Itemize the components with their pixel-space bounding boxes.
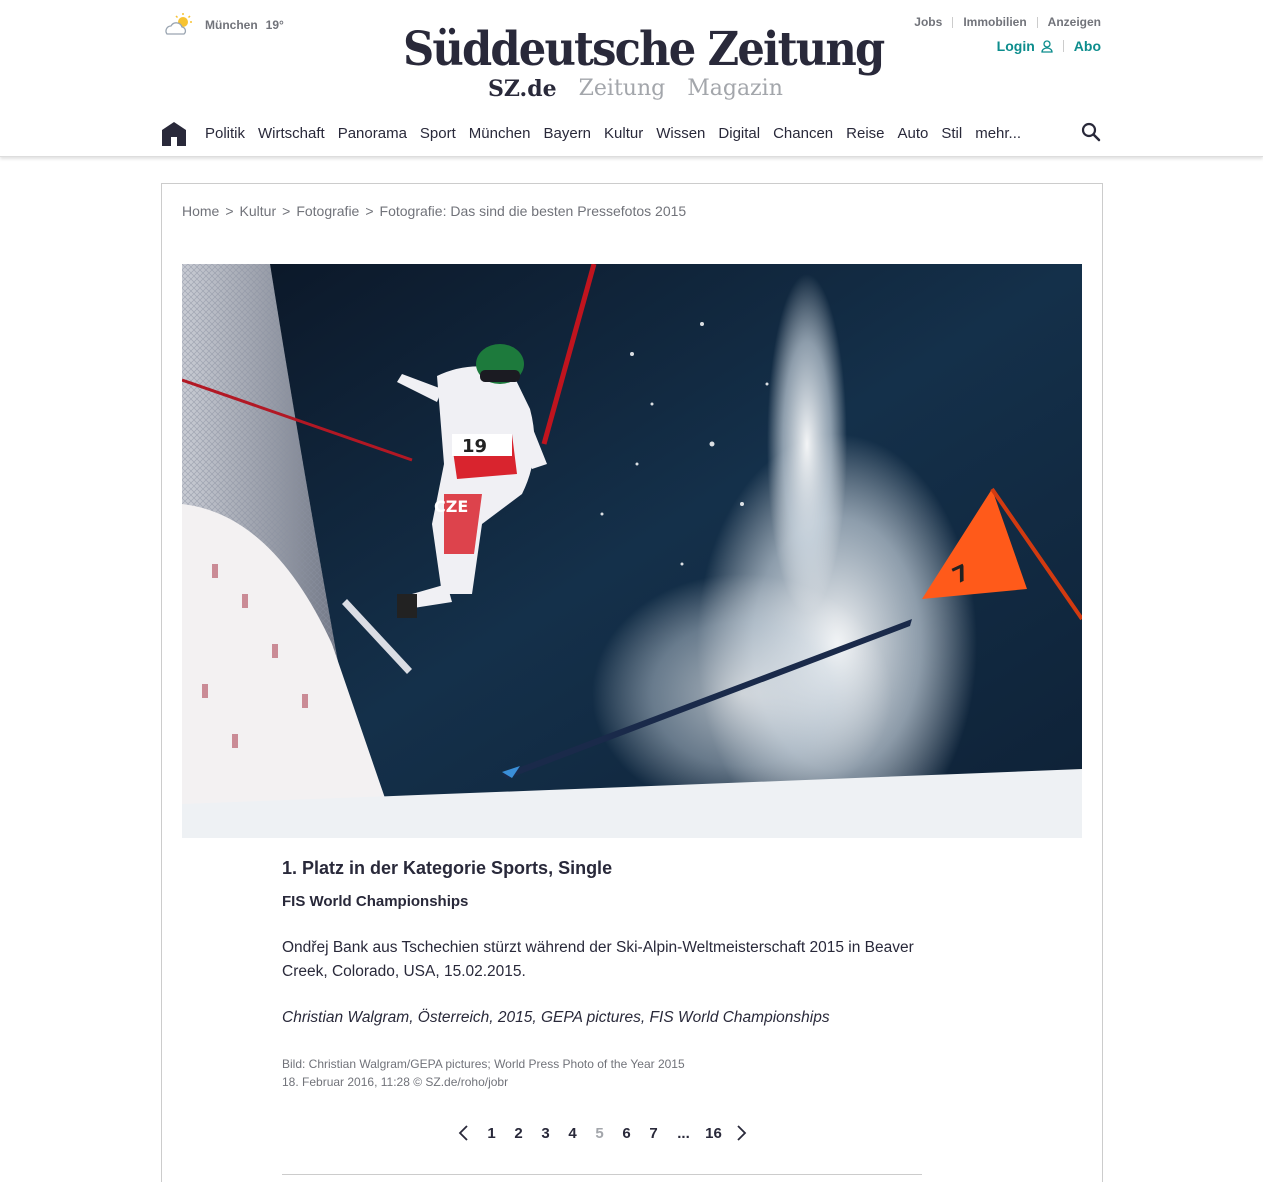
link-immobilien[interactable]: Immobilien <box>963 15 1027 29</box>
nav-auto[interactable]: Auto <box>897 124 929 142</box>
page-1[interactable]: 1 <box>487 1124 496 1142</box>
gallery-pagination <box>448 1124 757 1142</box>
country-code: CZE <box>434 497 469 516</box>
subnav-sz-de[interactable]: SZ.de <box>488 76 557 102</box>
link-jobs[interactable]: Jobs <box>914 15 943 29</box>
nav-sport[interactable]: Sport <box>419 124 456 142</box>
breadcrumb-separator: > <box>225 203 234 219</box>
weather-widget[interactable] <box>163 12 284 38</box>
divider <box>1037 17 1038 28</box>
breadcrumb-fotografie[interactable]: Fotografie <box>296 203 360 219</box>
login-link[interactable]: Login <box>996 38 1035 54</box>
gate-number: 7 <box>948 560 974 590</box>
breadcrumb-kultur[interactable]: Kultur <box>239 203 277 219</box>
divider <box>952 17 953 28</box>
image-meta <box>282 1055 922 1091</box>
search-icon[interactable] <box>1081 122 1101 142</box>
breadcrumb-home[interactable]: Home <box>182 203 220 219</box>
nav-stil[interactable]: Stil <box>941 124 963 142</box>
subnav-zeitung[interactable]: Zeitung <box>578 76 666 101</box>
caption-subtitle: FIS World Championships <box>282 893 469 910</box>
content-divider <box>282 1174 922 1175</box>
image-credit: Bild: Christian Walgram/GEPA pictures; World Press Photo of the Year 2015 <box>282 1057 685 1071</box>
main-navigation <box>161 118 1103 148</box>
caption-text: Ondřej Bank aus Tschechien stürzt während der Ski-Alpin-Weltmeisterschaft 2015 in Beaver Creek, Colorado, USA, 15.02.2015. <box>282 939 914 980</box>
chevron-left-icon[interactable] <box>448 1124 478 1142</box>
weather-temperature: 19° <box>265 18 284 32</box>
nav-mehr[interactable]: mehr... <box>975 124 1022 142</box>
nav-wissen[interactable]: Wissen <box>656 124 706 142</box>
account-links <box>997 38 1101 54</box>
nav-digital[interactable]: Digital <box>718 124 761 142</box>
home-icon[interactable] <box>161 120 187 146</box>
subnav-magazin[interactable]: Magazin <box>687 76 783 101</box>
partly-cloudy-icon <box>163 12 197 38</box>
nav-chancen[interactable]: Chancen <box>773 124 834 142</box>
user-icon[interactable] <box>1041 40 1053 53</box>
site-header <box>0 0 1263 157</box>
page-ellipsis: ... <box>677 1124 690 1142</box>
nav-reise[interactable]: Reise <box>846 124 885 142</box>
page-2[interactable]: 2 <box>514 1124 523 1142</box>
breadcrumb <box>182 203 686 219</box>
nav-wirtschaft[interactable]: Wirtschaft <box>258 124 325 142</box>
breadcrumb-current: Fotografie: Das sind die besten Pressefotos 2015 <box>379 203 687 219</box>
page-4[interactable]: 4 <box>568 1124 577 1142</box>
nav-panorama[interactable]: Panorama <box>337 124 407 142</box>
page-5-current: 5 <box>595 1124 604 1142</box>
article-content <box>161 183 1103 1182</box>
nav-bayern[interactable]: Bayern <box>543 124 592 142</box>
top-links <box>914 15 1101 29</box>
chevron-right-icon[interactable] <box>727 1124 757 1142</box>
nav-politik[interactable]: Politik <box>205 124 246 142</box>
page-3[interactable]: 3 <box>541 1124 550 1142</box>
subnav <box>488 76 783 102</box>
page-6[interactable]: 6 <box>622 1124 631 1142</box>
breadcrumb-separator: > <box>282 203 291 219</box>
skier-crash-photo <box>182 264 1082 838</box>
caption-title: 1. Platz in der Kategorie Sports, Single <box>282 858 613 878</box>
publish-date: 18. Februar 2016, 11:28 © SZ.de/roho/jobr <box>282 1075 509 1089</box>
photo-caption <box>282 858 922 1091</box>
nav-muenchen[interactable]: München <box>468 124 531 142</box>
divider <box>1063 40 1064 52</box>
abo-link[interactable]: Abo <box>1073 38 1101 54</box>
site-logo[interactable]: Süddeutsche Zeitung <box>403 22 884 77</box>
page-16[interactable]: 16 <box>705 1124 722 1142</box>
bib-number: 19 <box>462 436 488 457</box>
breadcrumb-separator: > <box>365 203 374 219</box>
caption-credit: Christian Walgram, Österreich, 2015, GEPA pictures, FIS World Championships <box>282 1009 830 1026</box>
gallery-photo[interactable] <box>182 264 1082 838</box>
nav-kultur[interactable]: Kultur <box>604 124 644 142</box>
link-anzeigen[interactable]: Anzeigen <box>1047 15 1101 29</box>
weather-city: München <box>205 18 258 32</box>
page-7[interactable]: 7 <box>649 1124 658 1142</box>
